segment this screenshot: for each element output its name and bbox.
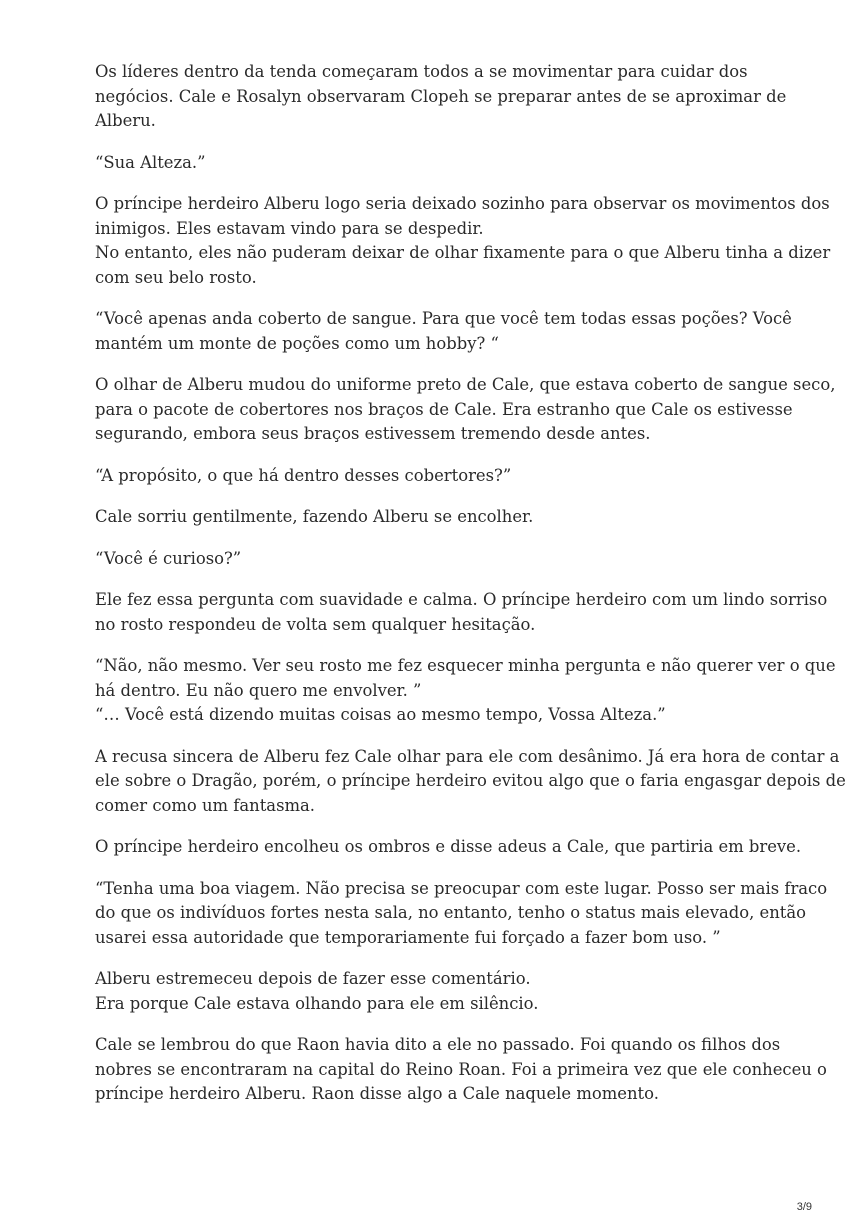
paragraph xyxy=(95,307,795,356)
text-line: O olhar de Alberu mudou do uniforme preto de Cale, que estava coberto de sangue seco, xyxy=(95,375,836,394)
text-line: Era porque Cale estava olhando para ele em silêncio. xyxy=(95,993,539,1013)
document-body xyxy=(95,60,846,1124)
paragraph xyxy=(95,547,795,572)
text-line: “Sua Alteza.” xyxy=(95,152,206,172)
paragraph xyxy=(95,967,795,1016)
paragraph xyxy=(95,745,846,819)
paragraph xyxy=(95,654,836,728)
text-line: nobres se encontraram na capital do Reino Roan. Foi a primeira vez que ele conheceu o xyxy=(95,1059,827,1079)
text-line: Os líderes dentro da tenda começaram todos a se movimentar para cuidar dos xyxy=(95,62,748,81)
text-line: inimigos. Eles estavam vindo para se despedir. xyxy=(95,218,484,238)
paragraph xyxy=(95,373,836,447)
text-line: para o pacote de cobertores nos braços de Cale. Era estranho que Cale os estivesse xyxy=(95,399,793,419)
text-line: no rosto respondeu de volta sem qualquer hesitação. xyxy=(95,614,536,634)
text-line: segurando, embora seus braços estivessem tremendo desde antes. xyxy=(95,424,651,443)
paragraph xyxy=(95,505,795,530)
text-line: comer como um fantasma. xyxy=(95,795,316,815)
text-line: Alberu estremeceu depois de fazer esse comentário. xyxy=(95,969,531,988)
text-line: Cale sorriu gentilmente, fazendo Alberu se encolher. xyxy=(95,507,534,526)
paragraph xyxy=(95,464,795,489)
paragraph xyxy=(95,588,828,637)
text-line: há dentro. Eu não quero me envolver. ” xyxy=(95,680,422,700)
page-number: 3/9 xyxy=(796,1201,812,1213)
text-line: O príncipe herdeiro encolheu os ombros e disse adeus a Cale, que partiria em breve. xyxy=(95,837,802,856)
text-line: No entanto, eles não puderam deixar de olhar fixamente para o que Alberu tinha a dizer xyxy=(95,243,831,262)
text-line: “Você é curioso?” xyxy=(95,548,242,568)
paragraph xyxy=(95,60,795,134)
text-line: ele sobre o Dragão, porém, o príncipe herdeiro evitou algo que o faria engasgar depois de xyxy=(95,771,846,790)
paragraph xyxy=(95,151,795,176)
text-line: negócios. Cale e Rosalyn observaram Clopeh se preparar antes de se aproximar de xyxy=(95,86,787,106)
text-line: A recusa sincera de Alberu fez Cale olhar para ele com desânimo. Já era hora de contar a xyxy=(95,746,840,766)
text-line: “A propósito, o que há dentro desses cobertores?” xyxy=(95,465,512,485)
paragraph xyxy=(95,1033,827,1107)
paragraph xyxy=(95,192,831,290)
text-line: com seu belo rosto. xyxy=(95,267,257,287)
paragraph xyxy=(95,877,828,951)
text-line: mantém um monte de poções como um hobby? “ xyxy=(95,333,499,353)
text-line: “… Você está dizendo muitas coisas ao mesmo tempo, Vossa Alteza.” xyxy=(95,705,666,724)
text-line: príncipe herdeiro Alberu. Raon disse algo a Cale naquele momento. xyxy=(95,1084,659,1103)
text-line: “Você apenas anda coberto de sangue. Para que você tem todas essas poções? Você xyxy=(95,309,792,328)
text-line: do que os indivíduos fortes nesta sala, no entanto, tenho o status mais elevado, então xyxy=(95,903,807,922)
text-line: Ele fez essa pergunta com suavidade e calma. O príncipe herdeiro com um lindo sorriso xyxy=(95,590,828,609)
text-line: usarei essa autoridade que temporariamente fui forçado a fazer bom uso. ” xyxy=(95,927,721,947)
text-line: Cale se lembrou do que Raon havia dito a ele no passado. Foi quando os filhos dos xyxy=(95,1035,781,1054)
text-line: O príncipe herdeiro Alberu logo seria deixado sozinho para observar os movimentos dos xyxy=(95,194,830,213)
text-line: Alberu. xyxy=(95,111,156,130)
text-line: “Não, não mesmo. Ver seu rosto me fez esquecer minha pergunta e não querer ver o que xyxy=(95,656,836,675)
paragraph xyxy=(95,835,802,860)
text-line: “Tenha uma boa viagem. Não precisa se preocupar com este lugar. Posso ser mais fraco xyxy=(95,878,828,898)
